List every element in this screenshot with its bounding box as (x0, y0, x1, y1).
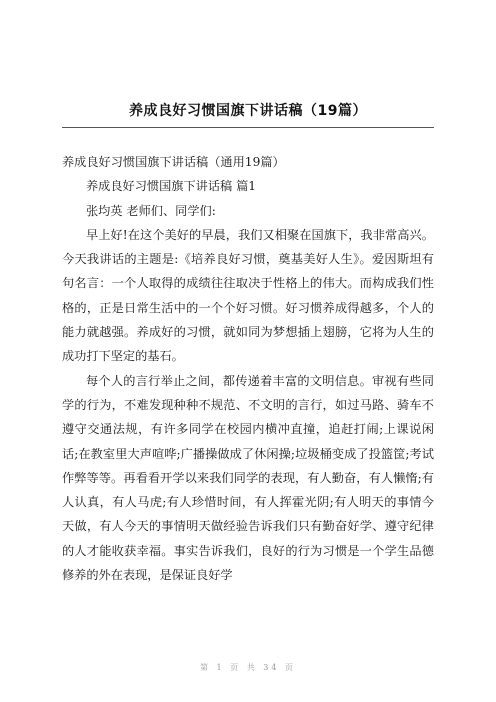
paragraph: 早上好!在这个美好的早晨，我们又相聚在国旗下，我非常高兴。今天我讲话的主题是:《培养良好习惯，奠基美好人生》。爱因斯坦有句名言：一个人取得的成绩往往取决于性格上的伟大。而构成我们性格的，正是日常生活中的一个个好习惯。好习惯养成得越多，个人的能力就越强。养成好的习惯，就如同为梦想插上翅膀，它将为人生的成功打下坚定的基石。 (62, 227, 434, 364)
title-divider (62, 127, 434, 128)
document-subtitle: 养成良好习惯国旗下讲话稿（通用19篇） (62, 155, 285, 169)
document-body (62, 150, 434, 587)
page-footer: 第 1 页 共 34 页 (200, 663, 296, 672)
document-title: 养成良好习惯国旗下讲话稿（19篇） (129, 103, 367, 119)
section-heading: 养成良好习惯国旗下讲话稿 篇1 (86, 179, 257, 194)
paragraph: 每个人的言行举止之间，都传递着丰富的文明信息。审视有些同学的行为，不难发现种种不规范、不文明的言行，如过马路、骑车不遵守交通法规，有许多同学在校园内横冲直撞，追赶打闹;上课说闲话;在教室里大声喧哗;广播操做成了休闲操;垃圾桶变成了投篮筐;考试作弊等等。再看看开学以来我们同学的表现，有人勤奋，有人懒惰;有人认真，有人马虎;有人珍惜时间，有人挥霍光阴;有人明天的事情今天做，有人今天的事情明天做经验告诉我们只有勤奋好学、遵守纪律的人才能收获幸福。事实告诉我们，良好的行为习惯是一个学生品德修养的外在表现，是保证良好学 (62, 373, 434, 583)
salutation: 张均英 老师们、同学们: (86, 203, 216, 218)
